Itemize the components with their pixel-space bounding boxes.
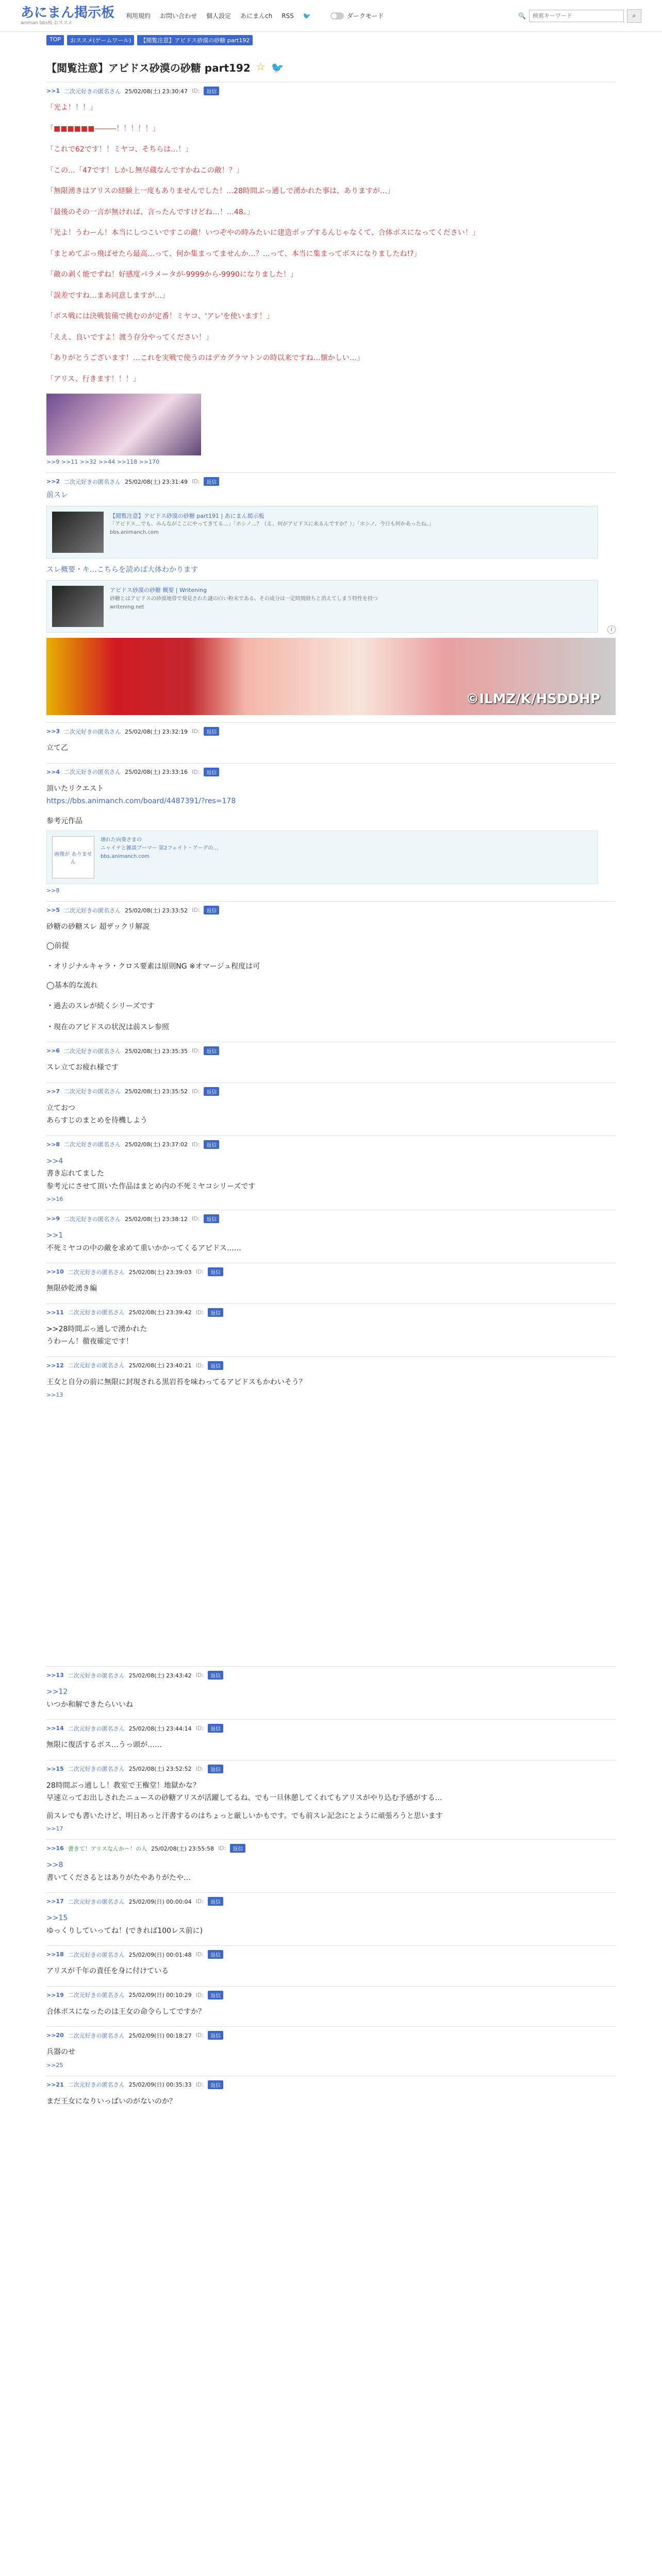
search-bar — [518, 9, 641, 23]
thread-title-text: 【閲覧注意】アビドス砂漠の砂糖 part192 — [46, 62, 251, 74]
link-url: writening.net — [110, 604, 144, 610]
post-line: ◯前提 — [46, 941, 69, 950]
reply-links[interactable]: >>16 — [46, 1196, 63, 1202]
search-input[interactable] — [529, 10, 624, 22]
post-number[interactable]: >>6 — [46, 1047, 60, 1054]
reply-button[interactable]: 返信 — [208, 1267, 223, 1276]
post-meta — [46, 727, 616, 736]
post-number[interactable]: >>11 — [46, 1309, 64, 1316]
post-line: まだ王女になりいっぱいのがないのか？ — [46, 2097, 176, 2106]
top-nav — [126, 11, 384, 20]
post-17 — [46, 1892, 616, 1937]
post-number[interactable]: >>20 — [46, 2032, 64, 2039]
post-line: 立て乙 — [46, 744, 68, 752]
link-card[interactable] — [46, 506, 598, 558]
reply-button[interactable]: 返信 — [204, 1140, 219, 1149]
poster-id: ID: — [218, 1845, 226, 1852]
nav-rss[interactable]: RSS — [282, 12, 294, 20]
post-line: 立ておつ — [46, 1104, 75, 1112]
post-date: 25/02/08(土) 23:52:52 — [128, 1766, 192, 1772]
site-logo[interactable] — [21, 6, 114, 26]
post-meta — [46, 768, 616, 776]
post-body-2 — [46, 564, 616, 577]
site-header — [0, 0, 662, 32]
reply-links[interactable]: >>25 — [46, 2061, 63, 2069]
post-7 — [46, 1082, 616, 1127]
reply-button[interactable]: 返信 — [204, 1087, 219, 1096]
post-date: 25/02/08(土) 23:35:35 — [125, 1047, 188, 1055]
post-number[interactable]: >>3 — [46, 728, 60, 735]
post-image[interactable] — [46, 394, 201, 455]
link-card[interactable] — [46, 831, 598, 884]
post-line: 砂糖の砂糖スレ 超ザックリ解説 — [46, 923, 150, 931]
post-meta — [46, 1844, 616, 1853]
post-body — [46, 1282, 616, 1295]
post-number[interactable]: >>13 — [46, 1672, 64, 1679]
post-line: 無限砂乾湧き編 — [46, 1284, 97, 1293]
dark-mode-label: ダークモード — [346, 12, 384, 20]
logo-text: あにまん掲示板 — [21, 5, 115, 21]
post-line: 頂いたリクエスト — [46, 784, 104, 793]
post-line: 「この…「47です！しかし無尽蔵なんですかねこの敵！？」 — [46, 166, 243, 175]
post-date: 25/02/08(土) 23:39:03 — [128, 1268, 192, 1276]
poster-name: 二次元好きの匿名さん — [68, 1362, 125, 1369]
link-url: bbs.animanch.com — [101, 854, 150, 859]
reply-button[interactable]: 返信 — [204, 768, 219, 776]
post-line: 「光よ！うわーん！本当にしつこいですこの敵！いつぞやの時みたいに建造ポップするんじゃなくて、合体ボスになってください！」 — [46, 229, 479, 237]
post-number[interactable]: >>21 — [46, 2081, 64, 2088]
post-number[interactable]: >>12 — [46, 1362, 64, 1369]
post-2 — [46, 472, 616, 633]
poster-id: ID: — [191, 1088, 200, 1095]
poster-name: 二次元好きの匿名さん — [68, 1951, 125, 1958]
post-number[interactable]: >>5 — [46, 907, 60, 913]
poster-name: 二次元好きの匿名さん — [68, 2032, 125, 2039]
reply-links[interactable]: >>8 — [46, 887, 60, 894]
post-body — [46, 1229, 616, 1255]
poster-id: ID: — [195, 1309, 204, 1316]
post-line: 「ええ、良いですよ！渡う存分やってください！」 — [46, 333, 213, 342]
post-12 — [46, 1357, 616, 1399]
post-1 — [46, 82, 616, 465]
poster-name: 二次元好きの匿名さん — [68, 1268, 125, 1276]
post-meta — [46, 1361, 616, 1370]
post-number[interactable]: >>8 — [46, 1141, 60, 1148]
link-description: 「アビドス…でも、みんながここにやってきてる…」「ホシノ…？（え、何がアビドスに来るんですか？）」「ホシノ、今日も何かあったね。」 — [110, 521, 434, 528]
post-line: あらすじのまとめを待機しよう — [46, 1116, 147, 1125]
post-14 — [46, 1719, 616, 1752]
post-anchor[interactable]: >>12 — [46, 1688, 68, 1696]
post-body — [46, 783, 616, 828]
post-21 — [46, 2076, 616, 2108]
post-6 — [46, 1042, 616, 1074]
post-meta — [46, 1140, 616, 1149]
post-line: 「敵の剥く能でずね！好感度パラメータが-9999から-9990になりました！」 — [46, 270, 297, 279]
post-meta — [46, 906, 616, 914]
post-date: 25/02/09(日) 00:01:48 — [128, 1951, 192, 1958]
post-line: 書いてくださるとはありがたやありがたや… — [46, 1873, 191, 1882]
post-line: ゆっくりしていってね！(できれば100レス前に) — [46, 1926, 203, 1935]
post-11 — [46, 1303, 616, 1348]
nav-settings[interactable]: 個人設定 — [206, 12, 231, 20]
post-date: 25/02/09(日) 00:00:04 — [128, 1898, 192, 1905]
search-icon: 🔍 — [518, 12, 526, 20]
reply-button[interactable]: 返信 — [204, 1046, 219, 1055]
post-number[interactable]: >>18 — [46, 1951, 64, 1958]
post-line: ・オリジナルキャラ・クロス要素は原則NG ※オマージュ程度は可 — [46, 962, 260, 971]
post-line: 「ボス戦には決戦装備で挑むのが定番！ミヤコ、'アレ'を使います！」 — [46, 312, 274, 320]
link-thumbnail — [52, 512, 104, 553]
link-title: アビドス砂漠の砂糖 概要 | Writening — [110, 587, 207, 594]
post-meta — [46, 1046, 616, 1055]
post-line: 「まとめてぶっ飛ばせたら最高…って、何か集まってませんか…？…って、本当に集まってボスになりましたね!?」 — [46, 249, 421, 258]
post-date: 25/02/08(土) 23:30:47 — [125, 88, 188, 95]
poster-name: 書きて！アリスなんか～！の人 — [68, 1845, 147, 1852]
post-5 — [46, 901, 616, 1033]
advertisement-banner[interactable] — [46, 626, 616, 715]
post-body — [46, 1102, 616, 1127]
post-number[interactable]: >>4 — [46, 768, 60, 775]
reply-button[interactable]: 返信 — [208, 1950, 223, 1959]
post-line: うわーん！徹夜確定です！ — [46, 1337, 133, 1346]
post-line: 参考元作品 — [46, 817, 82, 825]
ad-info-icon[interactable]: i — [607, 625, 616, 634]
post-meta — [46, 2080, 616, 2089]
post-20 — [46, 2026, 616, 2069]
poster-id: ID: — [195, 1951, 204, 1958]
post-body — [46, 101, 616, 385]
reply-button[interactable]: 返信 — [208, 1361, 223, 1370]
post-body — [46, 1155, 616, 1193]
post-body — [46, 1323, 616, 1348]
post-body — [46, 1061, 616, 1074]
post-line: 前スレでも書いたけど、明日あっと汗書するのはちょっと厳しいかもです。でも前スレ記念にとように頑張ろうと思います — [46, 1811, 443, 1820]
reply-links[interactable]: >>17 — [46, 1825, 63, 1832]
post-date: 25/02/08(土) 23:33:16 — [125, 769, 188, 775]
reply-button[interactable]: 返信 — [208, 1765, 223, 1773]
breadcrumb-thread[interactable]: 【閲覧注意】アビドス砂漠の砂糖 part192 — [137, 35, 253, 45]
post-number[interactable]: >>7 — [46, 1088, 60, 1095]
post-body — [46, 1780, 616, 1823]
post-body — [46, 1965, 616, 1978]
post-body — [46, 1859, 616, 1884]
poster-name: 二次元好きの匿名さん — [64, 728, 121, 735]
poster-name: 二次元好きの匿名さん — [68, 1898, 125, 1905]
poster-id: ID: — [195, 1672, 204, 1679]
reply-button[interactable]: 返信 — [204, 727, 219, 736]
poster-name: 二次元好きの匿名さん — [64, 769, 121, 775]
reply-button[interactable]: 返信 — [204, 87, 219, 95]
post-body — [46, 742, 616, 755]
post-date: 25/02/09(日) 00:35:33 — [128, 2081, 192, 2088]
post-body — [46, 489, 616, 502]
link-card[interactable] — [46, 580, 598, 633]
reply-button[interactable]: 返信 — [208, 1991, 223, 1999]
post-anchor[interactable]: >>15 — [46, 1914, 68, 1922]
post-line: 参考元にさせて頂いた作品はまとめ内の不死ミヤコシリーズです — [46, 1182, 256, 1191]
post-number[interactable]: >>1 — [46, 88, 60, 94]
poster-id: ID: — [195, 1991, 204, 1998]
link-title: 壊れた向葵さまの — [101, 837, 142, 843]
post-number[interactable]: >>2 — [46, 478, 60, 485]
poster-name: 二次元好きの匿名さん — [68, 1672, 125, 1679]
post-date: 25/02/08(土) 23:44:14 — [128, 1725, 192, 1732]
post-meta — [46, 2031, 616, 2040]
post-anchor[interactable]: >>8 — [46, 1861, 63, 1869]
post-line: 「これで62です！！ミヤコ、そちらは…！」 — [46, 145, 193, 154]
post-line: 「光よ！！！」 — [46, 104, 97, 112]
poster-name: 二次元好きの匿名さん — [68, 2081, 125, 2088]
post-line: 合体ボスになったのは王女の命令らしてですか？ — [46, 2007, 205, 2016]
poster-id: ID: — [191, 88, 200, 94]
post-date: 25/02/08(土) 23:31:49 — [125, 478, 188, 485]
poster-id: ID: — [195, 1725, 204, 1732]
post-body — [46, 921, 616, 1033]
post-line: 早速立ってお出しされたニュースの砂糖アリスが活躍してるね、でも一旦休憩してくれてもアリスがやり込む予感がする… — [46, 1794, 442, 1802]
reply-button[interactable]: 返信 — [208, 1671, 223, 1680]
reply-button[interactable]: 返信 — [208, 2031, 223, 2040]
post-date: 25/02/08(土) 23:38:12 — [125, 1215, 188, 1223]
post-13 — [46, 1666, 616, 1711]
nav-animanch[interactable]: あにまんch — [240, 12, 273, 20]
post-date: 25/02/08(土) 23:37:02 — [125, 1141, 188, 1148]
poster-id: ID: — [195, 2081, 204, 2088]
post-line: 28時間ぶっ通しし！教室で王権堂！地獄かな？ — [46, 1781, 200, 1790]
poster-id: ID: — [191, 1047, 200, 1054]
post-meta — [46, 1765, 616, 1773]
post-anchor[interactable]: >>1 — [46, 1231, 63, 1240]
post-body — [46, 1912, 616, 1937]
post-body — [46, 1686, 616, 1711]
poster-name: 二次元好きの匿名さん — [64, 478, 121, 485]
post-9 — [46, 1210, 616, 1255]
post-meta — [46, 1214, 616, 1223]
poster-id: ID: — [191, 1215, 200, 1222]
no-image-placeholder: 画像が ありません — [52, 836, 94, 878]
reply-button[interactable]: 返信 — [208, 1897, 223, 1906]
post-date: 25/02/08(土) 23:33:52 — [125, 907, 188, 914]
twitter-icon[interactable]: 🐦 — [303, 12, 311, 20]
post-body — [46, 1739, 616, 1752]
post-date: 25/02/08(土) 23:39:42 — [128, 1309, 192, 1316]
poster-name: 二次元好きの匿名さん — [64, 1088, 121, 1095]
post-body — [46, 2006, 616, 2019]
dark-mode-toggle[interactable] — [330, 11, 384, 20]
post-15 — [46, 1760, 616, 1833]
post-meta — [46, 87, 616, 95]
poster-name: 二次元好きの匿名さん — [68, 1992, 125, 1998]
post-line: 王女と自分の前に無限に封現される黒岩苔を味わってるアビドスもかわいそう？ — [46, 1378, 306, 1386]
poster-id: ID: — [191, 907, 200, 913]
post-8 — [46, 1136, 616, 1203]
post-line: 「最後のその一言が無ければ、言ったんですけどね…！…48。」 — [46, 208, 254, 216]
link-description: ニャイテと雑談ブーマー 第2フェイト・アーグの… — [101, 845, 219, 851]
post-meta — [46, 1991, 616, 1999]
post-body — [46, 2095, 616, 2108]
link-url: bbs.animanch.com — [110, 530, 159, 536]
link-description: 砂糖とはアビドスの砂漠地帯で発見された謎の白い粉末である。その成分は一定時間経ちと消えてしまう特性を持つ — [110, 596, 378, 602]
reply-links[interactable]: >>13 — [46, 1392, 63, 1398]
logo-subtext: animan bbs板 おススメ — [21, 20, 73, 26]
poster-id: ID: — [191, 768, 200, 775]
post-line: ◯基本的な流れ — [46, 981, 98, 990]
post-16 — [46, 1839, 616, 1884]
post-number[interactable]: >>19 — [46, 1991, 64, 1998]
post-line: ・過去のスレが続くシリーズです — [46, 1002, 155, 1010]
reply-button[interactable]: 返信 — [204, 906, 219, 914]
poster-name: 二次元好きの匿名さん — [64, 907, 121, 914]
post-meta — [46, 1671, 616, 1680]
reply-links[interactable]: >>9 >>11 >>32 >>44 >>118 >>170 — [46, 459, 160, 465]
post-link[interactable]: https://bbs.animanch.com/board/4487391/?res=178 — [46, 797, 236, 805]
poster-name: 二次元好きの匿名さん — [64, 1047, 121, 1055]
ad-copyright: ©ILMZ/K/HSDDHP — [466, 691, 600, 707]
post-line: 「無限湧きはアリスの経験上一度もありませんでした！…28時間ぶっ通しで湧かれた事は、ありますが…」 — [46, 187, 394, 195]
thread-content — [0, 60, 662, 2108]
post-meta — [46, 477, 616, 486]
reply-button[interactable]: 返信 — [204, 1214, 219, 1223]
post-body — [46, 2046, 616, 2059]
link-thumbnail — [52, 586, 104, 627]
post-anchor[interactable]: >>4 — [46, 1157, 63, 1165]
post-date: 25/02/09(日) 00:10:29 — [128, 1992, 192, 1998]
poster-id: ID: — [191, 478, 200, 485]
post-heading[interactable]: スレ概要・キ…こちらを読めば大体わかります — [46, 565, 198, 574]
reply-button[interactable]: 返信 — [230, 1844, 245, 1853]
post-meta — [46, 1308, 616, 1317]
link-title: 【閲覧注意】アビドス砂漠の砂糖 part191 | あにまん掲示板 — [110, 512, 264, 519]
dark-mode-switch[interactable] — [330, 12, 344, 20]
post-meta — [46, 1897, 616, 1906]
breadcrumb — [0, 35, 662, 45]
post-line: 書き忘れてました — [46, 1170, 104, 1178]
post-number[interactable]: >>15 — [46, 1765, 64, 1772]
poster-name: 二次元好きの匿名さん — [64, 1215, 121, 1223]
poster-name: 二次元好きの匿名さん — [68, 1725, 125, 1732]
post-body — [46, 1376, 616, 1389]
post-18 — [46, 1945, 616, 1978]
post-line: 兵器のせ — [46, 2048, 75, 2056]
poster-name: 二次元好きの匿名さん — [68, 1309, 125, 1316]
nav-contact[interactable]: お問い合わせ — [160, 12, 197, 20]
search-button[interactable]: ⌕ — [627, 9, 641, 23]
post-meta — [46, 1950, 616, 1959]
post-line: >>28時間ぶっ通しで湧かれた — [46, 1325, 147, 1333]
post-4 — [46, 763, 616, 894]
post-meta — [46, 1724, 616, 1733]
post-meta — [46, 1087, 616, 1096]
post-line: 「誤差ですね…まあ同意しますが…」 — [46, 291, 169, 300]
post-date: 25/02/08(土) 23:40:21 — [128, 1362, 192, 1369]
post-line: 「ありがとうございます！…これを実戦で使うのはデカグラマトンの時以来ですね…懐かしい…」 — [46, 354, 364, 362]
post-19 — [46, 1986, 616, 2019]
poster-id: ID: — [191, 728, 200, 735]
poster-name: 二次元好きの匿名さん — [64, 88, 121, 95]
reply-button[interactable]: 返信 — [208, 1308, 223, 1317]
favorite-star-icon[interactable]: ☆ — [255, 61, 266, 74]
reply-button[interactable]: 返信 — [204, 477, 219, 486]
post-date: 25/02/08(土) 23:32:19 — [125, 728, 188, 735]
poster-name: 二次元好きの匿名さん — [64, 1141, 121, 1148]
post-line: 「■■■■■■―――！！！！！」 — [46, 124, 160, 133]
post-date: 25/02/08(土) 23:55:58 — [151, 1845, 214, 1852]
post-date: 25/02/09(日) 00:18:27 — [128, 2032, 192, 2039]
post-number[interactable]: >>16 — [46, 1845, 64, 1852]
poster-id: ID: — [195, 1268, 204, 1275]
poster-id: ID: — [191, 1141, 200, 1148]
reply-button[interactable]: 返信 — [208, 2080, 223, 2089]
post-line: アリスが千年の責任を身に付けている — [46, 1967, 169, 1975]
post-line: いつか和解できたらいいね — [46, 1700, 133, 1709]
post-line: 不死ミヤコの中の敵を求めて重いかかってくるアビドス…… — [46, 1244, 241, 1252]
nav-terms[interactable]: 利用規約 — [126, 12, 151, 20]
post-number[interactable]: >>17 — [46, 1898, 64, 1905]
post-meta — [46, 1267, 616, 1276]
post-line: ・現在のアビドスの状況は前スレ参照 — [46, 1023, 169, 1031]
post-line: 無限に復活するボス…うっ頭が…… — [46, 1741, 162, 1749]
poster-id: ID: — [195, 2032, 204, 2039]
post-number[interactable]: >>14 — [46, 1725, 64, 1732]
page-title — [46, 60, 616, 75]
reply-button[interactable]: 返信 — [208, 1724, 223, 1733]
poster-id: ID: — [195, 1898, 204, 1905]
post-heading[interactable]: 前スレ — [46, 491, 68, 499]
poster-id: ID: — [195, 1765, 204, 1772]
post-10 — [46, 1263, 616, 1295]
post-number[interactable]: >>9 — [46, 1215, 60, 1222]
post-3 — [46, 722, 616, 755]
post-line: スレ立てお疲れ様です — [46, 1063, 119, 1072]
breadcrumb-top[interactable]: TOP — [46, 35, 64, 45]
post-date: 25/02/08(土) 23:43:42 — [128, 1672, 192, 1679]
twitter-share-icon[interactable]: 🐦 — [271, 61, 284, 74]
breadcrumb-category[interactable]: おススメ(ゲームワール) — [67, 35, 134, 45]
post-date: 25/02/08(土) 23:35:52 — [125, 1088, 188, 1095]
poster-name: 二次元好きの匿名さん — [68, 1766, 125, 1772]
post-line: 「アリス、行きます！！！」 — [46, 375, 140, 383]
post-number[interactable]: >>10 — [46, 1268, 64, 1275]
poster-id: ID: — [195, 1362, 204, 1369]
